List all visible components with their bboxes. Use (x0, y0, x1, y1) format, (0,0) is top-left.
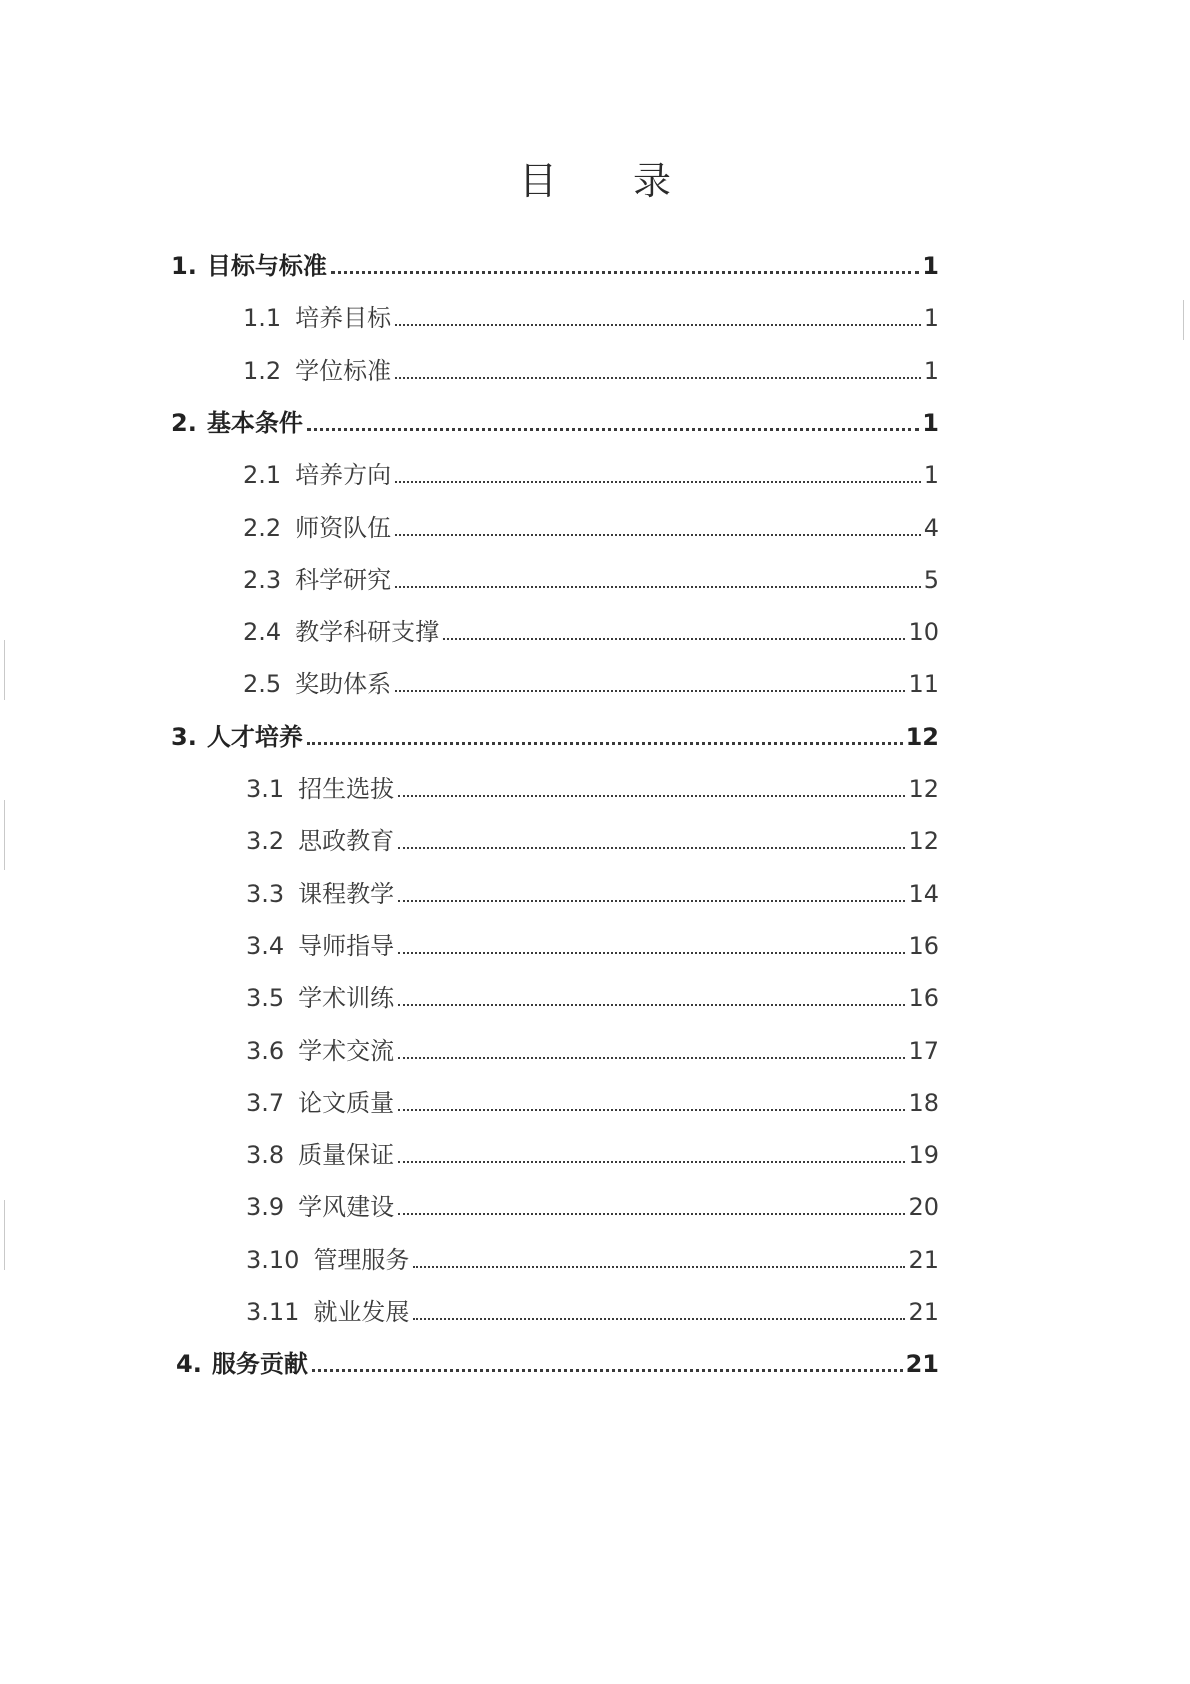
toc-entry-page-number: 12 (905, 722, 939, 751)
dot-leader (395, 586, 921, 588)
toc-entry-page-number: 12 (908, 775, 939, 803)
toc-entry-title: 服务贡献 (211, 1350, 308, 1379)
toc-entry-title: 目标与标准 (206, 252, 327, 280)
toc-entry-page-number: 21 (905, 1350, 939, 1379)
toc-entry-number: 3.3 (246, 879, 285, 908)
toc-entry-number: 1.2 (243, 356, 282, 385)
dot-leader (398, 847, 905, 849)
toc-entry-page-number: 1 (923, 461, 939, 490)
toc-entry-number: 2.4 (243, 618, 282, 647)
dot-leader (398, 952, 905, 954)
toc-entry-number: 2.3 (243, 565, 282, 594)
toc-entry (171, 709, 939, 749)
dot-leader (413, 1318, 905, 1320)
toc-entry-page-number: 10 (908, 618, 939, 647)
dot-leader (395, 377, 921, 379)
toc-entry (243, 604, 939, 647)
toc-entry-page-number: 16 (908, 984, 939, 1013)
toc-entry-page-number: 18 (908, 1088, 939, 1117)
toc-entry (246, 866, 939, 906)
toc-entry-page-number: 1 (923, 304, 939, 333)
toc-entry-title: 培养目标 (295, 304, 392, 333)
toc-entry-page-number: 20 (908, 1193, 939, 1222)
dot-leader (398, 1161, 905, 1163)
toc-entry-number: 2.5 (243, 670, 282, 699)
dot-leader (413, 1266, 905, 1268)
toc-entry-title: 培养方向 (295, 461, 392, 490)
toc-entry-number: 3.9 (246, 1193, 285, 1222)
toc-entry-title: 教学科研支撑 (295, 618, 440, 647)
toc-entry (246, 1127, 939, 1170)
toc-entry-title: 人才培养 (206, 722, 303, 751)
toc-entry-number: 3.5 (246, 984, 285, 1013)
toc-entry-page-number: 17 (908, 1036, 939, 1065)
toc-entry-number: 3.8 (246, 1141, 285, 1170)
dot-leader (398, 1004, 905, 1006)
toc-entry-page-number: 11 (908, 670, 939, 699)
toc-entry-number: 4. (176, 1350, 202, 1379)
toc-entry-number: 1.1 (243, 304, 282, 333)
toc-entry-number: 3. (171, 722, 197, 751)
toc-entry (246, 970, 939, 1013)
toc-entry (243, 500, 939, 540)
dot-leader (398, 795, 905, 797)
toc-entry-title: 基本条件 (206, 408, 303, 437)
toc-entry-number: 2. (171, 408, 197, 437)
toc-entry-title: 学风建设 (298, 1193, 395, 1222)
dot-leader (312, 1369, 903, 1372)
toc-entry-page-number: 1 (923, 356, 939, 385)
toc-entry-number: 2.2 (243, 513, 282, 542)
toc-entry (243, 290, 939, 333)
toc-entry-number: 2.1 (243, 461, 282, 490)
toc-entry (243, 656, 939, 699)
toc-entry (246, 1232, 939, 1272)
toc-entry-title: 招生选拔 (298, 775, 395, 803)
toc-entry (246, 761, 939, 801)
toc-entry-page-number: 4 (923, 513, 939, 542)
dot-leader (331, 271, 919, 274)
toc-entry-title: 论文质量 (298, 1088, 395, 1117)
toc-entry-title: 学位标准 (295, 356, 392, 385)
toc-entry-number: 3.4 (246, 931, 285, 960)
toc-entry-number: 3.2 (246, 827, 285, 856)
dot-leader (395, 481, 921, 483)
toc-entry (246, 918, 939, 958)
toc-entry (246, 1284, 939, 1324)
toc-entry-page-number: 16 (908, 931, 939, 960)
toc-entry-number: 3.1 (246, 775, 285, 803)
toc-entry-page-number: 5 (923, 565, 939, 594)
toc-entry-page-number: 14 (908, 879, 939, 908)
toc-entry-page-number: 19 (908, 1141, 939, 1170)
toc-entry (243, 343, 939, 383)
toc-entry (243, 552, 939, 592)
toc-entry-number: 1. (171, 252, 197, 280)
toc-entry-number: 3.11 (246, 1298, 300, 1326)
toc-entry (246, 1179, 939, 1222)
toc-entry-title: 思政教育 (298, 827, 395, 856)
toc-entry-title: 质量保证 (298, 1141, 395, 1170)
toc-entry (246, 813, 939, 856)
dot-leader (398, 1057, 905, 1059)
toc-entry-number: 3.7 (246, 1088, 285, 1117)
dot-leader (443, 638, 905, 640)
toc-entry-title: 师资队伍 (295, 513, 392, 542)
page-title: 目 录 (518, 159, 704, 203)
scan-edge-mark (1183, 300, 1184, 340)
toc-entry (246, 1023, 939, 1063)
dot-leader (395, 690, 905, 692)
toc-entry (246, 1075, 939, 1115)
toc-entry-page-number: 21 (908, 1298, 939, 1326)
toc-entry-title: 导师指导 (298, 931, 395, 960)
toc-entry-title: 就业发展 (313, 1298, 410, 1326)
scan-edge-mark (4, 1200, 5, 1270)
dot-leader (398, 1109, 905, 1111)
toc-entry-title: 学术交流 (298, 1036, 395, 1065)
toc-entry (171, 238, 939, 278)
toc-entry-page-number: 1 (922, 408, 939, 437)
toc-entry (176, 1336, 939, 1379)
toc-entry (171, 395, 939, 435)
dot-leader (398, 1213, 905, 1215)
toc-entry-title: 科学研究 (295, 565, 392, 594)
toc-entry-title: 管理服务 (313, 1245, 410, 1274)
dot-leader (395, 324, 921, 326)
scan-edge-mark (4, 640, 5, 700)
dot-leader (307, 742, 903, 745)
toc-entry-page-number: 12 (908, 827, 939, 856)
toc-entry-title: 学术训练 (298, 984, 395, 1013)
toc-entry-page-number: 21 (908, 1245, 939, 1274)
dot-leader (395, 534, 921, 536)
dot-leader (398, 900, 905, 902)
dot-leader (307, 428, 919, 431)
toc-entry-page-number: 1 (922, 252, 939, 280)
toc-entry-title: 课程教学 (298, 879, 395, 908)
toc-entry (243, 447, 939, 490)
toc-entry-number: 3.10 (246, 1245, 300, 1274)
scan-edge-mark (4, 800, 5, 870)
toc-entry-number: 3.6 (246, 1036, 285, 1065)
toc-entry-title: 奖助体系 (295, 670, 392, 699)
